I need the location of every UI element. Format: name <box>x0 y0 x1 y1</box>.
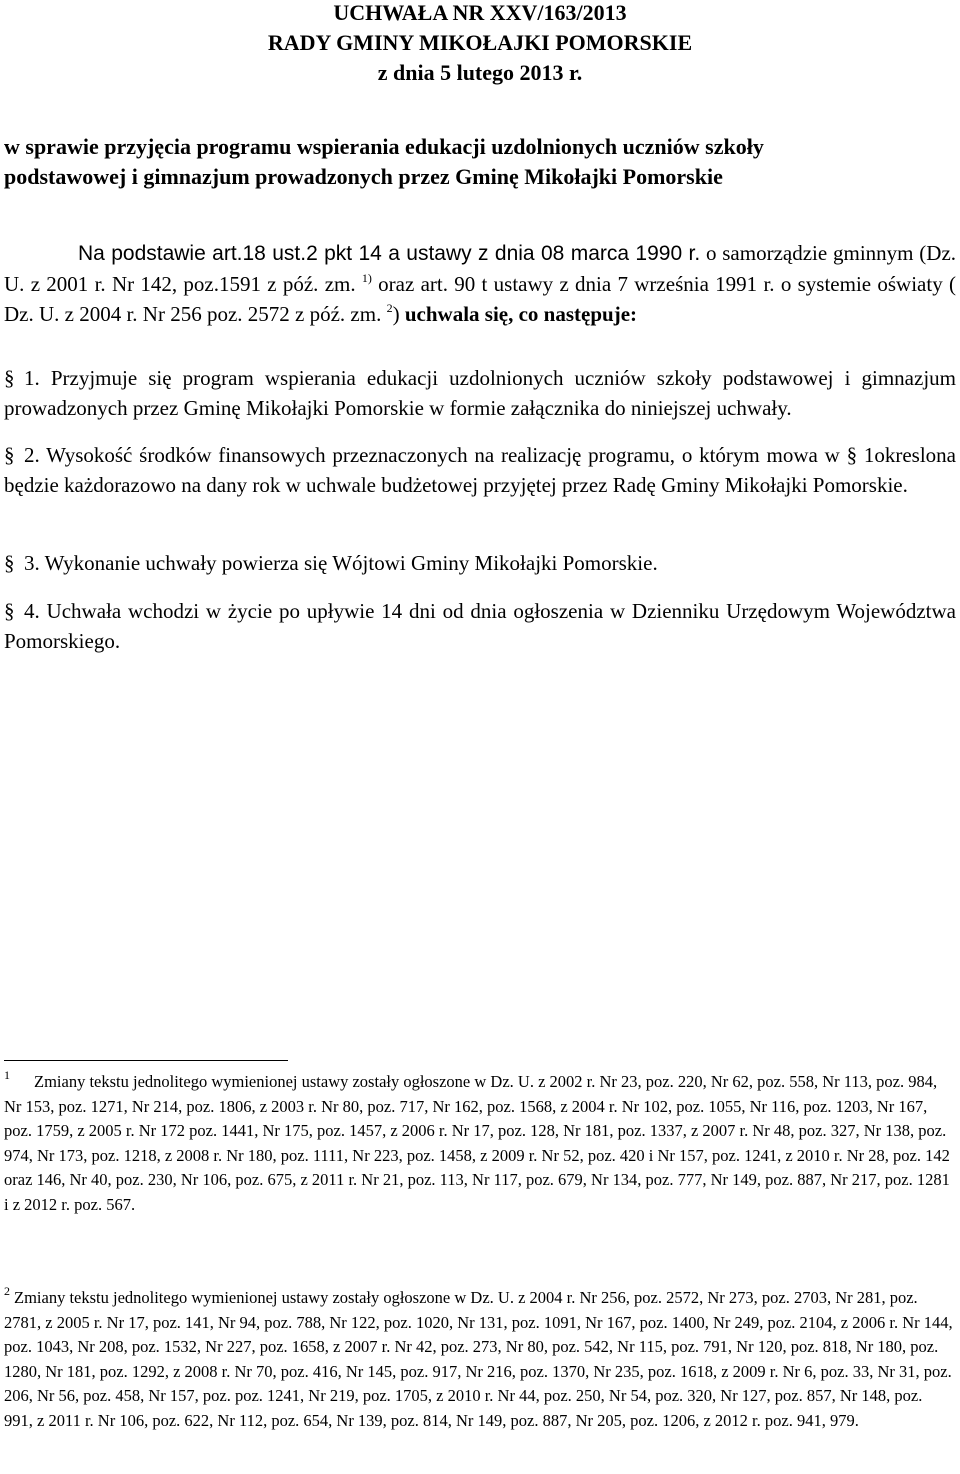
paragraph-number: 4. <box>24 599 40 623</box>
section-mark: § <box>4 443 15 467</box>
paragraph-text: Przyjmuje się program wspierania edukacji uzdolnionych uczniów szkoły podstawowej i gimnazjum prowadzonych przez Gminę Mikołajki Pomorskie w formie załącznika do niniejszej uchwały. <box>4 366 956 420</box>
legal-basis-part-3: oraz art. 90 t ustawy z dnia 7 września 1991 r. o systemie oświaty ( Dz. U. z 2004 r. Nr 256 poz. 2572 z póź. zm. <box>4 272 956 326</box>
paragraph-3 <box>4 548 956 578</box>
legal-basis-closing: uchwala się, co następuje: <box>399 302 638 326</box>
paragraph-4 <box>4 596 956 656</box>
paragraph-2 <box>4 440 956 500</box>
legal-basis-part-4: ) <box>392 302 400 326</box>
footnote-ref-2: 2 <box>386 301 393 315</box>
document-title <box>0 0 960 88</box>
resolution-subject <box>4 132 956 192</box>
legal-basis-part-1: Na podstawie art.18 ust.2 pkt 14 a ustawy z dnia 08 marca 1990 r. <box>78 242 701 265</box>
paragraph-text: Wysokość środków finansowych przeznaczonych na realizację programu, o którym mowa w § 1okreslona będzie każdorazowo na dany rok w uchwale budżetowej przyjętej przez Radę Gminy Mikołajki Pomorskie. <box>4 443 956 497</box>
subject-line-1: w sprawie przyjęcia programu wspierania edukacji uzdolnionych uczniów szkoły <box>4 134 764 159</box>
title-line-council: RADY GMINY MIKOŁAJKI POMORSKIE <box>267 30 693 55</box>
paragraph-number: 2. <box>24 443 40 467</box>
legal-basis <box>4 238 956 329</box>
footnote-text: Zmiany tekstu jednolitego wymienionej ustawy zostały ogłoszone w Dz. U. z 2002 r. Nr 23, poz. 220, Nr 62, poz. 558, Nr 113, poz. 984, Nr 153, poz. 1271, Nr 214, poz. 1806, z 2003 r. Nr 80, poz. 717, Nr 162, poz. 1568, z 2004 r. Nr 102, poz. 1055, Nr 116, poz. 1203, Nr 167, poz. 1759, z 2005 r. Nr 172 poz. 1441, Nr 175, poz. 1457, z 2006 r. Nr 17, poz. 128, Nr 181, poz. 1337, z 2007 r. Nr 48, poz. 327, Nr 138, poz. 974, Nr 173, poz. 1218, z 2008 r. Nr 180, poz. 1111, Nr 223, poz. 1458, z 2009 r. Nr 52, poz. 420 i Nr 157, poz. 1241, z 2010 r. Nr 28, poz. 142 oraz 146, Nr 40, poz. 230, Nr 106, poz. 675, z 2011 r. Nr 21, poz. 113, Nr 117, poz. 679, Nr 134, poz. 777, Nr 149, poz. 887, Nr 217, poz. 1281 i z 2012 r. poz. 567. <box>4 1072 950 1214</box>
footnote-1 <box>4 1070 954 1217</box>
paragraph-number: 1. <box>24 366 40 390</box>
title-line-date: z dnia 5 lutego 2013 r. <box>377 60 583 85</box>
subject-line-2: podstawowej i gimnazjum prowadzonych przez Gminę Mikołajki Pomorskie <box>4 164 723 189</box>
footnote-text: Zmiany tekstu jednolitego wymienionej ustawy zostały ogłoszone w Dz. U. z 2004 r. Nr 256, poz. 2572, Nr 273, poz. 2703, Nr 281, poz. 2781, z 2005 r. Nr 17, poz. 141, Nr 94, poz. 788, Nr 122, poz. 1020, Nr 131, poz. 1091, Nr 167, poz. 1400, Nr 249, poz. 2104, z 2006 r. Nr 144, poz. 1043, Nr 208, poz. 1532, Nr 227, poz. 1658, z 2007 r. Nr 42, poz. 273, Nr 80, poz. 542, Nr 115, poz. 791, Nr 120, poz. 818, Nr 180, poz. 1280, Nr 181, poz. 1292, z 2008 r. Nr 70, poz. 416, Nr 145, poz. 917, Nr 216, poz. 1370, Nr 235, poz. 1618, z 2009 r. Nr 6, poz. 33, Nr 31, poz. 206, Nr 56, poz. 458, Nr 157, poz. poz. 1241, Nr 219, poz. 1705, z 2010 r. Nr 44, poz. 250, Nr 54, poz. 320, Nr 127, poz. 857, Nr 148, poz. 991, z 2011 r. Nr 106, poz. 622, Nr 112, poz. 654, Nr 139, poz. 814, Nr 149, poz. 887, Nr 205, poz. 1206, z 2012 r. poz. 941, 979. <box>4 1288 953 1430</box>
title-line-resolution-number: UCHWAŁA NR XXV/163/2013 <box>333 0 627 25</box>
footnote-2 <box>4 1286 954 1433</box>
footnote-separator <box>4 1060 288 1061</box>
section-mark: § <box>4 551 15 575</box>
legal-basis-part-2: o samorządzie gminnym (Dz. U. z 2001 r. Nr 142, poz.1591 z póź. zm. <box>4 241 957 296</box>
footnote-number: 1 <box>4 1068 10 1082</box>
section-mark: § <box>4 366 15 390</box>
footnote-ref-1: 1) <box>361 271 372 285</box>
paragraph-text: Uchwała wchodzi w życie po upływie 14 dni od dnia ogłoszenia w Dzienniku Urzędowym Województwa Pomorskiego. <box>4 599 956 653</box>
paragraph-text: Wykonanie uchwały powierza się Wójtowi Gminy Mikołajki Pomorskie. <box>39 551 658 575</box>
paragraph-number: 3. <box>24 551 40 575</box>
footnote-number: 2 <box>4 1284 10 1298</box>
paragraph-1 <box>4 363 956 423</box>
section-mark: § <box>4 599 15 623</box>
